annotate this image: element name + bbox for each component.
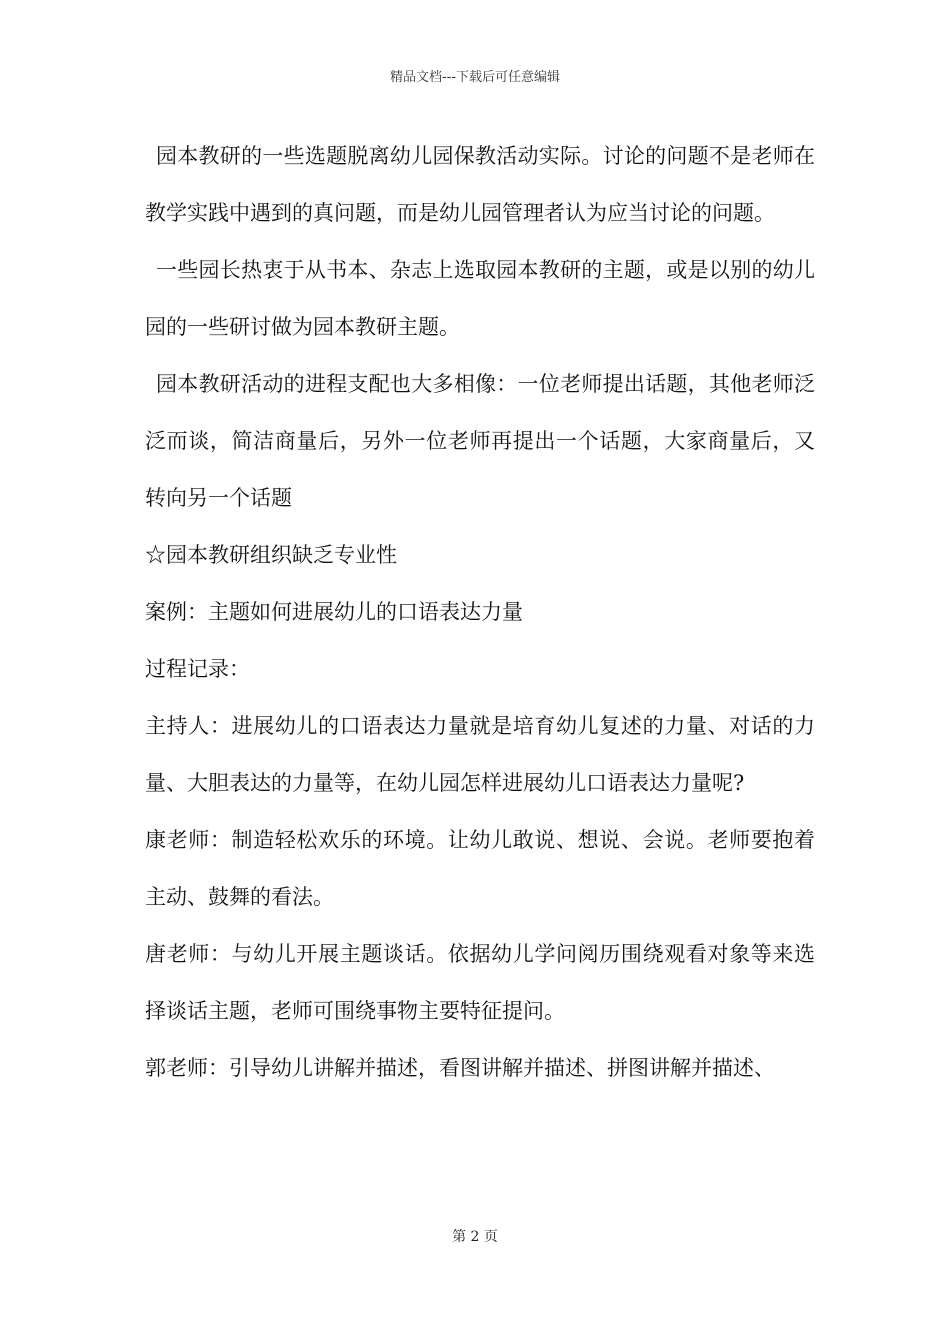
teacher-tang-statement: 唐老师：与幼儿开展主题谈话。依据幼儿学问阅历围绕观看对象等来选择谈话主题，老师可围绕事物主要特征提问。 [145,942,815,1023]
case-title: 案例：主题如何进展幼儿的口语表达力量 [145,600,523,624]
teacher-kang-statement: 康老师：制造轻松欢乐的环境。让幼儿敢说、想说、会说。老师要抱着主动、鼓舞的看法。 [145,828,815,909]
process-record-label: 过程记录： [145,657,250,681]
page-header: 精品文档---下载后可任意编辑 [389,70,561,85]
paragraph-process-arrangement: 园本教研活动的进程支配也大多相像：一位老师提出话题，其他老师泛泛而谈，简洁商量后，另外一位老师再提出一个话题，大家商量后，又转向另一个话题 [145,372,815,510]
section-heading: ☆园本教研组织缺乏专业性 [145,543,397,567]
teacher-guo-statement: 郭老师：引导幼儿讲解并描述，看图讲解并描述、拼图讲解并描述、 [145,1056,775,1080]
host-statement: 主持人：进展幼儿的口语表达力量就是培育幼儿复述的力量、对话的力量、大胆表达的力量等，在幼儿园怎样进展幼儿口语表达力量呢? [145,714,815,795]
page-number: 第 2 页 [452,1229,498,1245]
paragraph-theme-source: 一些园长热衷于从书本、杂志上选取园本教研的主题，或是以别的幼儿园的一些研讨做为园本教研主题。 [145,258,815,339]
document-body [145,128,815,1097]
paragraph-topic-selection: 园本教研的一些选题脱离幼儿园保教活动实际。讨论的问题不是老师在教学实践中遇到的真问题，而是幼儿园管理者认为应当讨论的问题。 [145,144,815,225]
